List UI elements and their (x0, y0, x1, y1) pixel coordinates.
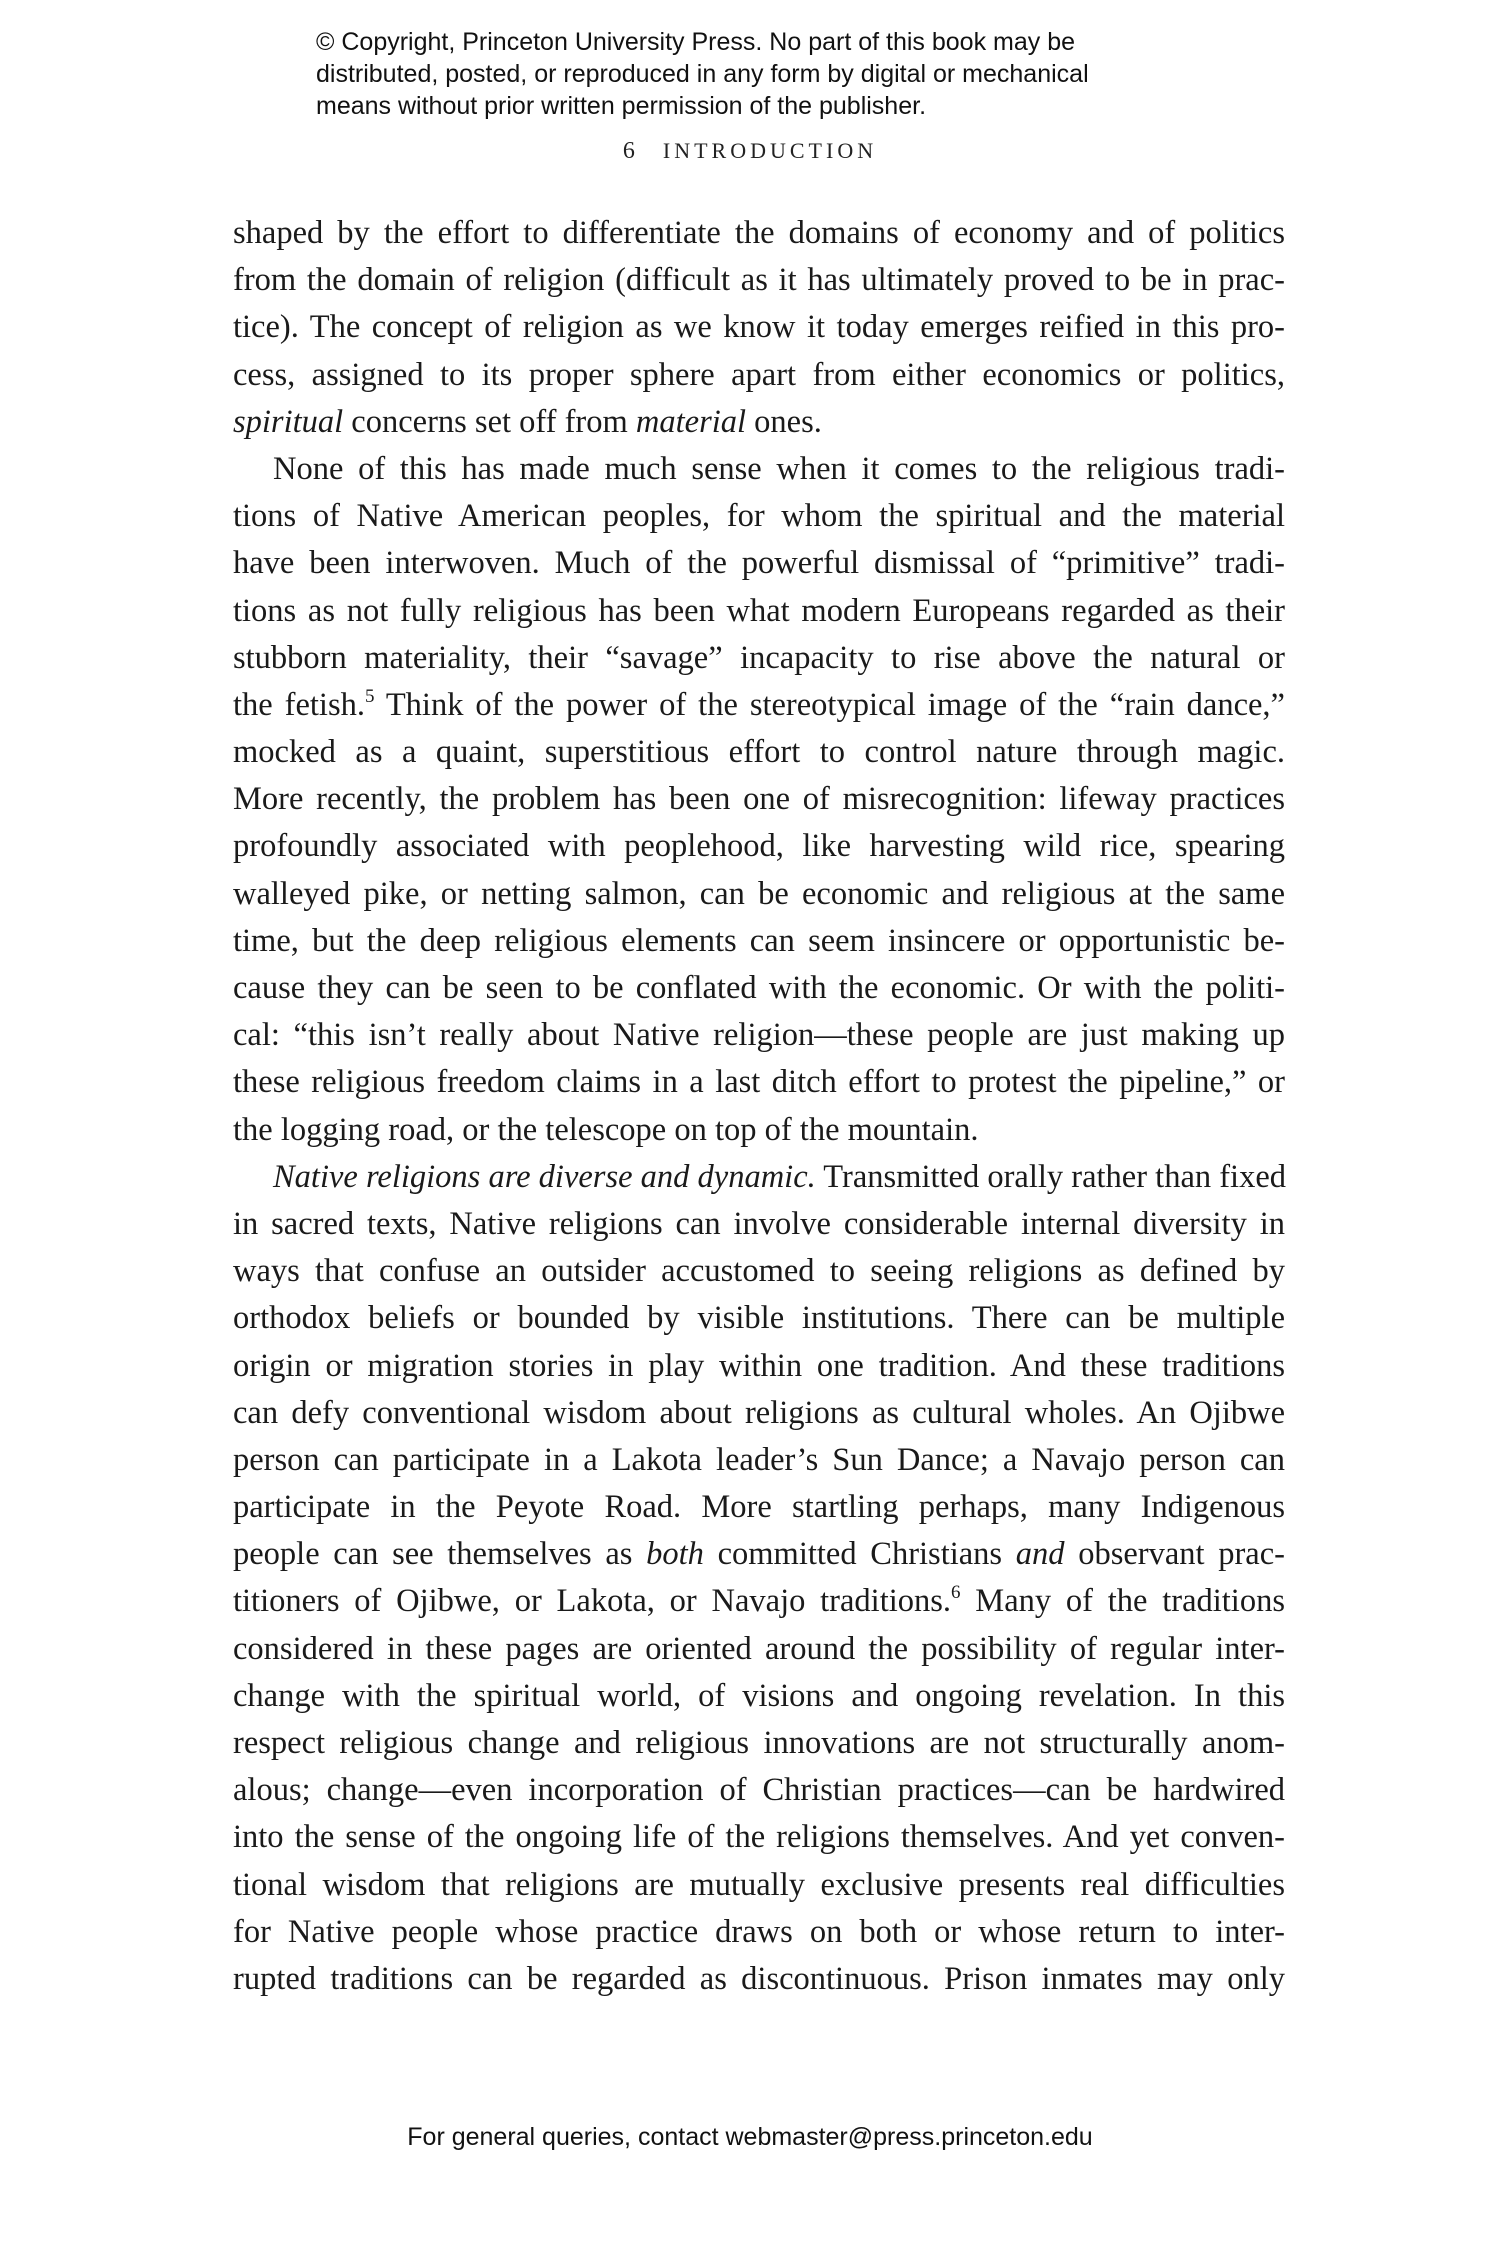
text-line (233, 1578, 1285, 1625)
text-line: More recently, the problem has been one of misrecognition: lifeway practices (233, 781, 1285, 818)
text-fragment: Many of the traditions (960, 1583, 1285, 1620)
text-line: cause they can be seen to be conflated with the economic. Or with the politi- (233, 970, 1285, 1006)
copyright-line: distributed, posted, or reproduced in any form by digital or mechanical (316, 60, 1089, 88)
text-line: origin or migration stories in play within one tradition. And these traditions (233, 1347, 1285, 1384)
text-fragment: the fetish. (233, 686, 365, 723)
text-line (233, 1154, 1285, 1201)
text-line: shaped by the effort to differentiate the domains of economy and of politics (233, 215, 1285, 251)
text-fragment: concerns set off from (343, 403, 636, 440)
text-line: stubborn materiality, their “savage” incapacity to rise above the natural or (233, 639, 1285, 676)
text-line: tional wisdom that religions are mutually exclusive presents real difficulties (233, 1866, 1285, 1903)
text-line (233, 399, 1285, 446)
text-fragment: committed Christians (703, 1536, 1016, 1573)
text-line: time, but the deep religious elements can seem insincere or opportunistic be- (233, 922, 1285, 959)
italic-material: material (635, 403, 747, 440)
text-line: walleyed pike, or netting salmon, can be economic and religious at the same (233, 875, 1285, 912)
text-line: profoundly associated with peoplehood, like harvesting wild rice, spearing (233, 828, 1285, 865)
chapter-title: INTRODUCTION (662, 138, 878, 163)
text-line: rupted traditions can be regarded as discontinuous. Prison inmates may only (233, 1960, 1285, 1997)
copyright-line: means without prior written permission of the publisher. (316, 92, 927, 120)
text-line: considered in these pages are oriented around the possibility of regular inter- (233, 1630, 1285, 1667)
text-line: tions as not fully religious has been what modern Europeans regarded as their (233, 592, 1285, 629)
text-line: tice). The concept of religion as we know it today emerges reified in this pro- (233, 309, 1285, 346)
text-line: ways that confuse an outsider accustomed to seeing religions as defined by (233, 1253, 1285, 1290)
text-fragment: Transmitted orally rather than fixed (815, 1158, 1287, 1195)
text-line: None of this has made much sense when it comes to the religious tradi- (273, 450, 1285, 487)
text-line: person can participate in a Lakota leader’s Sun Dance; a Navajo person can (233, 1441, 1285, 1478)
text-fragment: ones. (746, 403, 822, 440)
text-line: for Native people whose practice draws on both or whose return to inter- (233, 1913, 1285, 1950)
text-fragment: people can see themselves as (233, 1536, 647, 1573)
running-head (0, 138, 1500, 165)
italic-both: both (646, 1536, 704, 1573)
text-line: can defy conventional wisdom about religions as cultural wholes. An Ojibwe (233, 1394, 1285, 1431)
text-fragment: observant prac- (1064, 1536, 1285, 1573)
text-line: mocked as a quaint, superstitious effort to control nature through magic. (233, 734, 1285, 771)
text-line: cess, assigned to its proper sphere apart from either economics or politics, (233, 356, 1285, 393)
text-line: tions of Native American peoples, for whom the spiritual and the material (233, 498, 1285, 535)
text-line: into the sense of the ongoing life of the religions themselves. And yet conven- (233, 1819, 1285, 1856)
text-line: respect religious change and religious innovations are not structurally anom- (233, 1725, 1285, 1761)
text-line: in sacred texts, Native religions can involve considerable internal diversity in (233, 1205, 1285, 1242)
footer-contact: For general queries, contact webmaster@press.princeton.edu (407, 2123, 1093, 2151)
copyright-line: © Copyright, Princeton University Press. No part of this book may be (316, 28, 1076, 56)
text-line: from the domain of religion (difficult as it has ultimately proved to be in prac- (233, 262, 1285, 299)
text-line: change with the spiritual world, of visions and ongoing revelation. In this (233, 1677, 1285, 1714)
copyright-notice (316, 26, 1216, 122)
text-fragment: Think of the power of the stereotypical image of the “rain dance,” (374, 686, 1285, 723)
text-line: have been interwoven. Much of the powerful dismissal of “primitive” tradi- (233, 545, 1285, 582)
text-line: orthodox beliefs or bounded by visible institutions. There can be multiple (233, 1300, 1285, 1337)
text-line (233, 1531, 1285, 1578)
text-fragment: titioners of Ojibwe, or Lakota, or Navajo traditions. (233, 1583, 952, 1620)
italic-lead: Native religions are diverse and dynamic. (273, 1158, 816, 1195)
text-line: these religious freedom claims in a last ditch effort to protest the pipeline,” or (233, 1064, 1285, 1101)
text-line: cal: “this isn’t really about Native religion—these people are just making up (233, 1017, 1285, 1054)
text-line (233, 682, 1285, 729)
body-text (233, 210, 1285, 2003)
text-line: the logging road, or the telescope on top of the mountain. (233, 1111, 979, 1148)
text-line: alous; change—even incorporation of Christian practices—can be hardwired (233, 1772, 1285, 1809)
footnote-marker: 5 (364, 685, 375, 707)
text-line: participate in the Peyote Road. More startling perhaps, many Indigenous (233, 1489, 1285, 1526)
italic-and: and (1015, 1536, 1065, 1573)
page-number: 6 (622, 138, 635, 164)
footnote-marker: 6 (951, 1582, 961, 1604)
italic-spiritual: spiritual (233, 403, 344, 440)
